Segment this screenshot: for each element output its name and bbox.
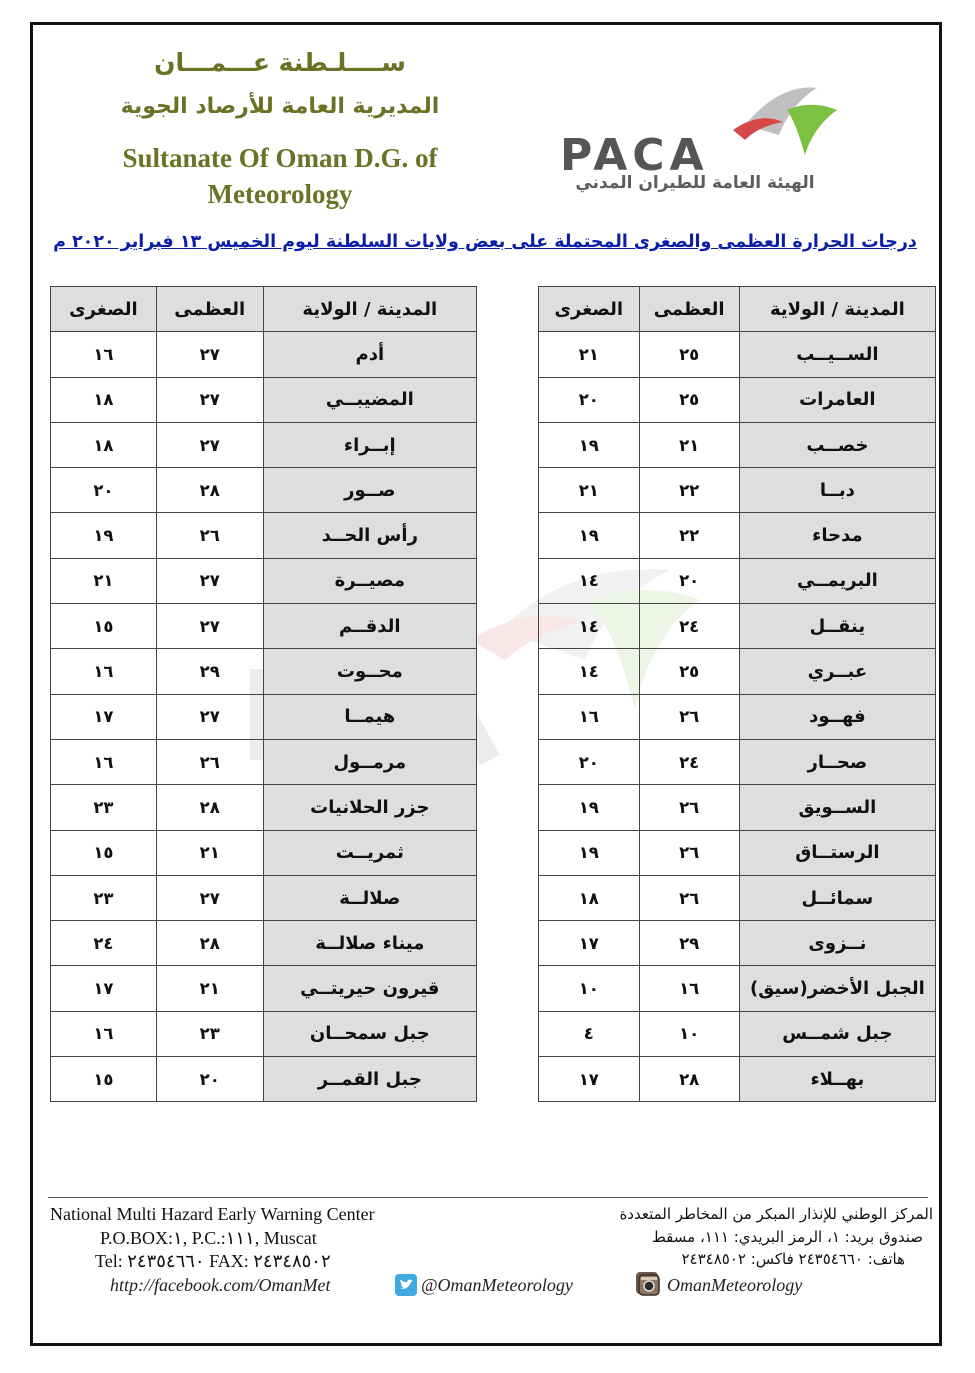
cell-city: إبــراء	[263, 422, 476, 467]
cell-city: صــور	[263, 468, 476, 513]
cell-city: جبل القمــر	[263, 1057, 476, 1102]
cell-min: ٢٤	[51, 921, 157, 966]
cell-max: ٢٩	[156, 649, 263, 694]
table-row	[539, 649, 936, 694]
header-en-line1: Sultanate Of Oman D.G. of	[122, 143, 438, 173]
table-header-row	[51, 287, 477, 332]
table-row	[51, 739, 477, 784]
header-en-line2: Meteorology	[207, 179, 353, 209]
table-row	[51, 513, 477, 558]
cell-city: الســيــب	[739, 332, 935, 377]
cell-min: ١٦	[51, 1011, 157, 1056]
footer-twitter-handle[interactable]: @OmanMeteorology	[421, 1275, 573, 1295]
cell-max: ٢٦	[639, 694, 739, 739]
table-row	[51, 332, 477, 377]
cell-city: صلالــة	[263, 875, 476, 920]
cell-min: ١٤	[539, 649, 640, 694]
cell-max: ٢٠	[639, 558, 739, 603]
table-header-row	[539, 287, 936, 332]
cell-min: ٢٣	[51, 785, 157, 830]
cell-city: جبل شمــس	[739, 1011, 935, 1056]
header-ar-department: المديرية العامة للأرصاد الجوية	[120, 94, 440, 119]
table-row	[539, 785, 936, 830]
cell-min: ١٠	[539, 966, 640, 1011]
table-row	[51, 830, 477, 875]
cell-max: ٢٢	[639, 513, 739, 558]
cell-max: ٢٧	[156, 604, 263, 649]
table-row	[539, 604, 936, 649]
table-row	[51, 921, 477, 966]
cell-max: ٢٧	[156, 694, 263, 739]
cell-max: ٢٨	[156, 468, 263, 513]
temperature-table-right	[538, 286, 936, 1102]
table-row	[51, 1057, 477, 1102]
col-header-min: الصغرى	[539, 287, 640, 332]
cell-city: الجبل الأخضر(سيق)	[739, 966, 935, 1011]
cell-city: محــوت	[263, 649, 476, 694]
cell-min: ٢٣	[51, 875, 157, 920]
footer-en-pobox: P.O.BOX:١, P.C.:١١١, Muscat	[100, 1228, 317, 1248]
table-row	[51, 468, 477, 513]
cell-max: ٢٦	[639, 830, 739, 875]
footer-en-tel: Tel: ٢٤٣٥٤٦٦٠ FAX: ٢٤٣٤٨٥٠٢	[95, 1251, 331, 1271]
table-row	[51, 694, 477, 739]
cell-min: ١٥	[51, 604, 157, 649]
table-row	[539, 422, 936, 467]
cell-min: ١٤	[539, 558, 640, 603]
cell-min: ١٨	[51, 377, 157, 422]
footer-ar-pobox: صندوق بريد: ١، الرمز البريدي: ١١١، مسقط	[651, 1228, 923, 1246]
cell-max: ٢٧	[156, 558, 263, 603]
cell-city: سمائــل	[739, 875, 935, 920]
cell-max: ٢٦	[639, 785, 739, 830]
table-row	[539, 468, 936, 513]
cell-city: فهــود	[739, 694, 935, 739]
table-row	[51, 875, 477, 920]
cell-min: ١٩	[539, 422, 640, 467]
cell-max: ٢٥	[639, 649, 739, 694]
cell-max: ٢٧	[156, 332, 263, 377]
cell-max: ٢١	[156, 966, 263, 1011]
cell-max: ٢٤	[639, 604, 739, 649]
table-row	[51, 422, 477, 467]
report-title: درجات الحرارة العظمى والصغرى المحتملة على بعض ولايات السلطنة ليوم الخميس ١٣ فبراير ٢٠٢٠ م	[53, 232, 917, 252]
table-row	[539, 694, 936, 739]
cell-city: ثمريــت	[263, 830, 476, 875]
cell-city: أدم	[263, 332, 476, 377]
temperature-table-left	[50, 286, 477, 1102]
cell-min: ١٦	[539, 694, 640, 739]
table-row	[539, 377, 936, 422]
table-row	[51, 649, 477, 694]
cell-max: ٢١	[156, 830, 263, 875]
table-row	[539, 1011, 936, 1056]
cell-max: ٢٢	[639, 468, 739, 513]
cell-max: ٢٧	[156, 875, 263, 920]
table-row	[539, 1057, 936, 1102]
cell-max: ٢٤	[639, 739, 739, 784]
cell-city: المضيبــي	[263, 377, 476, 422]
cell-max: ٢٦	[156, 513, 263, 558]
instagram-icon[interactable]	[636, 1272, 658, 1294]
cell-city: الدقــم	[263, 604, 476, 649]
table-row	[539, 558, 936, 603]
cell-min: ١٦	[51, 649, 157, 694]
cell-max: ٢٩	[639, 921, 739, 966]
cell-city: قيرون حيريتــي	[263, 966, 476, 1011]
cell-max: ٢٠	[156, 1057, 263, 1102]
cell-city: ينقــل	[739, 604, 935, 649]
cell-min: ١٧	[539, 1057, 640, 1102]
cell-min: ١٧	[51, 694, 157, 739]
cell-city: مدحاء	[739, 513, 935, 558]
cell-max: ٢٣	[156, 1011, 263, 1056]
cell-min: ٢١	[539, 468, 640, 513]
cell-max: ٢٥	[639, 332, 739, 377]
cell-city: هيمــا	[263, 694, 476, 739]
table-row	[51, 377, 477, 422]
logo-text: PACA	[560, 130, 709, 181]
cell-city: عبــري	[739, 649, 935, 694]
table-row	[51, 1011, 477, 1056]
cell-max: ١٠	[639, 1011, 739, 1056]
table-row	[51, 785, 477, 830]
cell-max: ٢٦	[639, 875, 739, 920]
cell-city: جزر الحلانيات	[263, 785, 476, 830]
col-header-min: الصغرى	[51, 287, 157, 332]
cell-city: الرستــاق	[739, 830, 935, 875]
twitter-icon[interactable]	[395, 1274, 417, 1296]
cell-city: البريمــي	[739, 558, 935, 603]
col-header-city: المدينة / الولاية	[739, 287, 935, 332]
cell-min: ٢٠	[539, 739, 640, 784]
table-row	[539, 739, 936, 784]
cell-min: ١٥	[51, 1057, 157, 1102]
header-ar-country: ســــلـطنة عـــمـــان	[154, 48, 406, 77]
cell-min: ١٩	[539, 830, 640, 875]
cell-city: مرمــول	[263, 739, 476, 784]
cell-max: ٢٨	[639, 1057, 739, 1102]
cell-max: ٢٧	[156, 377, 263, 422]
cell-min: ١٩	[539, 513, 640, 558]
footer-instagram-handle[interactable]: OmanMeteorology	[667, 1275, 803, 1295]
footer-en-center: National Multi Hazard Early Warning Center	[50, 1204, 375, 1224]
cell-min: ١٨	[539, 875, 640, 920]
footer-facebook-link[interactable]: http://facebook.com/OmanMet	[110, 1275, 331, 1295]
cell-min: ٢٠	[51, 468, 157, 513]
cell-city: دبــا	[739, 468, 935, 513]
cell-city: بهــلاء	[739, 1057, 935, 1102]
cell-city: الســويق	[739, 785, 935, 830]
footer-ar-center: المركز الوطني للإنذار المبكر من المخاطر المتعددة	[619, 1205, 933, 1223]
cell-min: ١٦	[51, 332, 157, 377]
cell-min: ٢١	[51, 558, 157, 603]
cell-city: ميناء صلالــة	[263, 921, 476, 966]
cell-city: نــزوى	[739, 921, 935, 966]
cell-min: ١٧	[51, 966, 157, 1011]
table-row	[539, 875, 936, 920]
table-row	[539, 830, 936, 875]
col-header-max: العظمى	[156, 287, 263, 332]
cell-max: ٢٥	[639, 377, 739, 422]
cell-max: ٢٨	[156, 921, 263, 966]
cell-min: ١٩	[51, 513, 157, 558]
cell-city: صحــار	[739, 739, 935, 784]
cell-min: ٢٠	[539, 377, 640, 422]
cell-min: ١٨	[51, 422, 157, 467]
col-header-city: المدينة / الولاية	[263, 287, 476, 332]
cell-min: ١٧	[539, 921, 640, 966]
table-row	[539, 332, 936, 377]
cell-max: ٢٨	[156, 785, 263, 830]
table-row	[539, 513, 936, 558]
cell-max: ٢٧	[156, 422, 263, 467]
cell-city: رأس الحــد	[263, 513, 476, 558]
table-row	[539, 921, 936, 966]
cell-city: جبل سمحــان	[263, 1011, 476, 1056]
col-header-max: العظمى	[639, 287, 739, 332]
footer-divider	[48, 1197, 928, 1198]
cell-max: ٢٦	[156, 739, 263, 784]
header-en-title	[80, 140, 480, 212]
cell-city: العامرات	[739, 377, 935, 422]
logo-subtitle: الهيئة العامة للطيران المدني	[575, 173, 815, 193]
table-row	[51, 604, 477, 649]
cell-min: ١٤	[539, 604, 640, 649]
cell-max: ٢١	[639, 422, 739, 467]
table-row	[51, 558, 477, 603]
table-row	[539, 966, 936, 1011]
footer-ar-tel: هاتف: ٢٤٣٥٤٦٦٠ فاكس: ٢٤٣٤٨٥٠٢	[681, 1250, 905, 1268]
cell-city: خصــب	[739, 422, 935, 467]
cell-city: مصيــرة	[263, 558, 476, 603]
cell-min: ١٦	[51, 739, 157, 784]
cell-min: ١٩	[539, 785, 640, 830]
cell-min: ٢١	[539, 332, 640, 377]
cell-max: ١٦	[639, 966, 739, 1011]
cell-min: ٤	[539, 1011, 640, 1056]
table-row	[51, 966, 477, 1011]
cell-min: ١٥	[51, 830, 157, 875]
